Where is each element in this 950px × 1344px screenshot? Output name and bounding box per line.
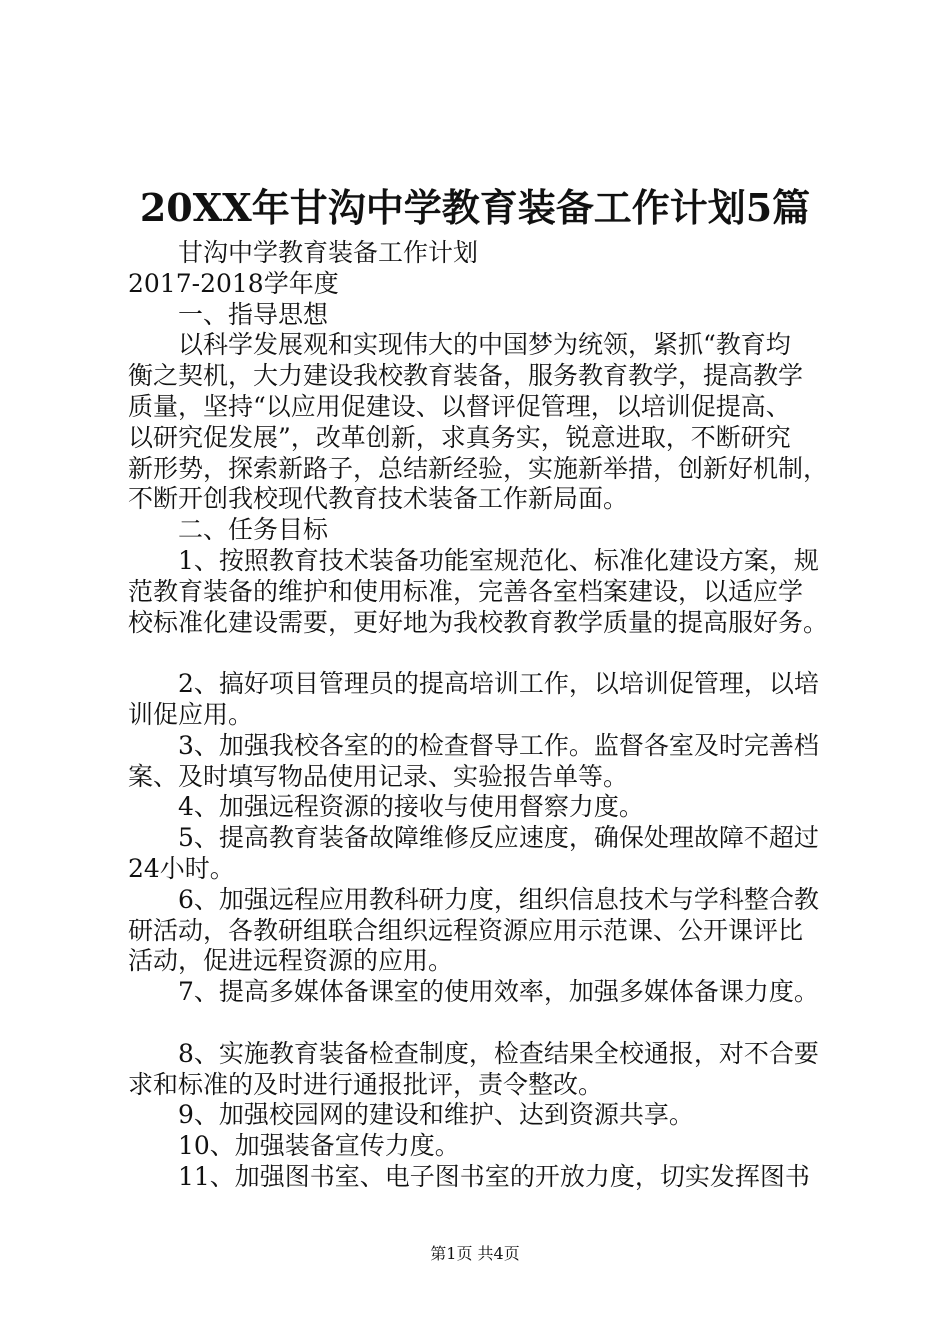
body-line: 甘沟中学教育装备工作计划	[178, 238, 479, 267]
body-line: 9、加强校园网的建设和维护、达到资源共享。	[178, 1100, 694, 1130]
body-line: 以科学发展观和实现伟大的中国梦为统领，紧抓“教育均	[178, 330, 791, 360]
body-line: 新形势，探索新路子，总结新经验，实施新举措，创新好机制，	[128, 453, 829, 483]
body-line: 训促应用。	[128, 699, 254, 729]
body-line: 24小时。	[128, 853, 235, 883]
body-line: 校标准化建设需要，更好地为我校教育教学质量的提高服好务。	[128, 607, 829, 637]
body-line: 不断开创我校现代教育技术装备工作新局面。	[128, 484, 629, 514]
page-footer: 第1页 共4页	[430, 1244, 520, 1263]
body-line: 范教育装备的维护和使用标准，完善各室档案建设，以适应学	[128, 576, 804, 606]
body-line: 衡之契机，大力建设我校教育装备，服务教育教学，提高教学	[128, 361, 804, 391]
body-line: 4、加强远程资源的接收与使用督察力度。	[178, 792, 644, 822]
blank-line	[128, 638, 828, 669]
body-line: 求和标准的及时进行通报批评，责令整改。	[128, 1069, 604, 1099]
body-line: 11、加强图书室、电子图书室的开放力度，切实发挥图书	[178, 1161, 810, 1191]
body-line: 一、指导思想	[178, 299, 329, 329]
body-line: 1、按照教育技术装备功能室规范化、标准化建设方案，规	[178, 545, 819, 575]
body-line: 活动，促进远程资源的应用。	[128, 946, 454, 976]
body-line: 6、加强远程应用教科研力度，组织信息技术与学科整合教	[178, 884, 819, 914]
body-line: 3、加强我校各室的的检查督导工作。监督各室及时完善档	[178, 730, 819, 760]
body-line: 以研究促发展”，改革创新，求真务实，锐意进取，不断研究	[128, 422, 791, 452]
blank-line	[128, 1008, 828, 1039]
body-line: 案、及时填写物品使用记录、实验报告单等。	[128, 761, 629, 791]
body-line: 二、任务目标	[178, 515, 329, 545]
body-line: 7、提高多媒体备课室的使用效率，加强多媒体备课力度。	[178, 977, 819, 1007]
body-line: 质量，坚持“以应用促建设、以督评促管理，以培训促提高、	[128, 391, 791, 421]
body-line: 2017-2018学年度	[128, 268, 339, 298]
document-title: 20XX年甘沟中学教育装备工作计划5篇	[139, 185, 811, 230]
body-line: 2、搞好项目管理员的提高培训工作，以培训促管理，以培	[178, 669, 819, 699]
document-body	[128, 238, 828, 1193]
body-line: 研活动，各教研组联合组织远程资源应用示范课、公开课评比	[128, 915, 804, 945]
body-line: 10、加强装备宣传力度。	[178, 1131, 460, 1161]
body-line: 5、提高教育装备故障维修反应速度，确保处理故障不超过	[178, 823, 819, 853]
body-line: 8、实施教育装备检查制度，检查结果全校通报，对不合要	[178, 1038, 819, 1068]
